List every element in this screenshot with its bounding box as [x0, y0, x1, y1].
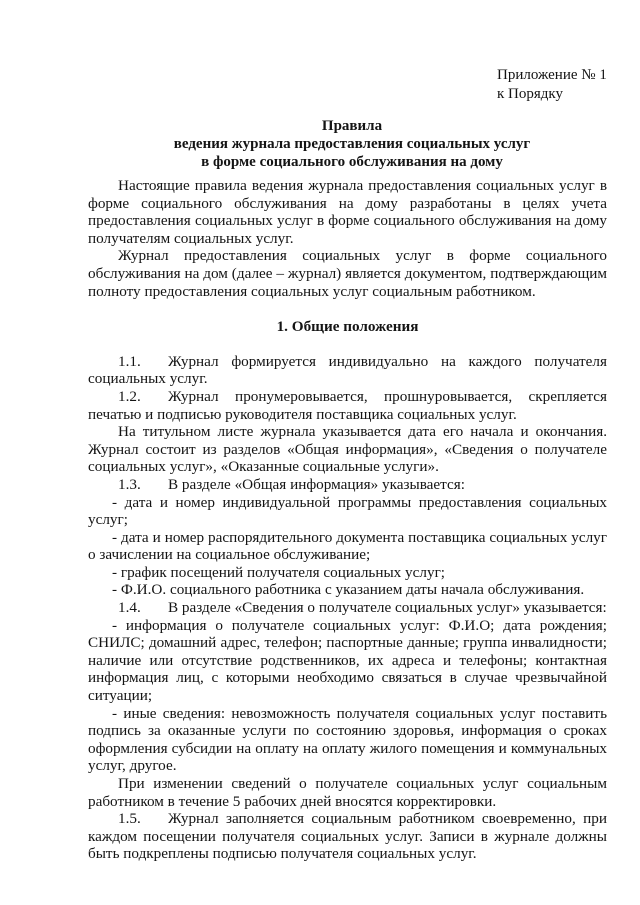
- section-title-general: 1. Общие положения: [276, 318, 419, 336]
- clause-text: Журнал пронумеровывается, прошнуровывается, скрепляется печатью и подписью руководителя поставщика социальных услуг.: [88, 387, 607, 423]
- clause-1-3: [88, 476, 607, 494]
- list-item: - иные сведения: невозможность получателя социальных услуг поставить подпись за оказанные услуги по состоянию здоровья, информация о сроках оформления субсидии на оплату на оплату жилого помещения и коммунальных услуг, другое.: [88, 704, 607, 775]
- annex-number: Приложение № 1: [497, 67, 607, 83]
- clause-1-4: [88, 599, 607, 617]
- paragraph-changes: При изменении сведений о получателе социальных услуг социальным работником в течение 5 рабочих дней вносятся корректировки.: [88, 775, 607, 810]
- annex-to-order: к Порядку: [497, 86, 563, 102]
- title-line-3: в форме социального обслуживания на дому: [201, 154, 503, 170]
- document-body: [88, 177, 607, 863]
- annex-reference: [497, 66, 607, 104]
- clause-1-5: [88, 810, 607, 863]
- clause-number: 1.3.: [118, 475, 141, 493]
- clause-1-1: [88, 353, 607, 388]
- title-line-1: Правила: [321, 118, 383, 134]
- clause-text: В разделе «Сведения о получателе социальных услуг» указывается:: [168, 599, 607, 617]
- intro-paragraph-2: Журнал предоставления социальных услуг в форме социального обслуживания на дом (далее – журнал) является документом, подтверждающим полноту предоставления социальных услуг социальным работником.: [88, 247, 607, 300]
- list-item: - дата и номер индивидуальной программы предоставления социальных услуг;: [88, 493, 607, 529]
- paragraph-title-sheet: На титульном листе журнала указывается дата его начала и окончания. Журнал состоит из разделов «Общая информация», «Сведения о получателе социальных услуг», «Оказанные социальные услуги».: [88, 423, 607, 476]
- clause-1-2: [88, 388, 607, 423]
- clause-number: 1.2.: [118, 387, 141, 405]
- intro-paragraph-1: Настоящие правила ведения журнала предоставления социальных услуг в форме социального обслуживания на дому разработаны в целях учета предоставления социальных услуг в форме социального обслуживания на дому получателям социальных услуг.: [88, 177, 607, 247]
- list-item: - график посещений получателя социальных услуг;: [112, 563, 446, 581]
- clause-number: 1.5.: [118, 810, 141, 828]
- clause-number: 1.4.: [118, 599, 141, 617]
- list-item: - информация о получателе социальных услуг: Ф.И.О; дата рождения; СНИЛС; домашний адрес, телефон; паспортные данные; группа инвалидности; наличие или отсутствие родственников, их адреса и телефоны; контактная информация лиц, с которыми необходимо связаться в случае чрезвычайной ситуации;: [88, 616, 607, 705]
- clause-text: В разделе «Общая информация» указывается:: [168, 475, 465, 493]
- document-title: [88, 117, 616, 171]
- list-item: - дата и номер распорядительного документа поставщика социальных услуг о зачислении на социальное обслуживание;: [88, 528, 607, 564]
- list-item: - Ф.И.О. социального работника с указанием даты начала обслуживания.: [112, 581, 585, 599]
- title-line-2: ведения журнала предоставления социальных услуг: [173, 136, 531, 152]
- clause-text: Журнал формируется индивидуально на каждого получателя социальных услуг.: [88, 352, 607, 388]
- clause-number: 1.1.: [118, 352, 141, 370]
- clause-text: Журнал заполняется социальным работником своевременно, при каждом посещении получателя социальных услуг. Записи в журнале должны быть подкреплены подписью получателя социальных услуг.: [88, 810, 607, 863]
